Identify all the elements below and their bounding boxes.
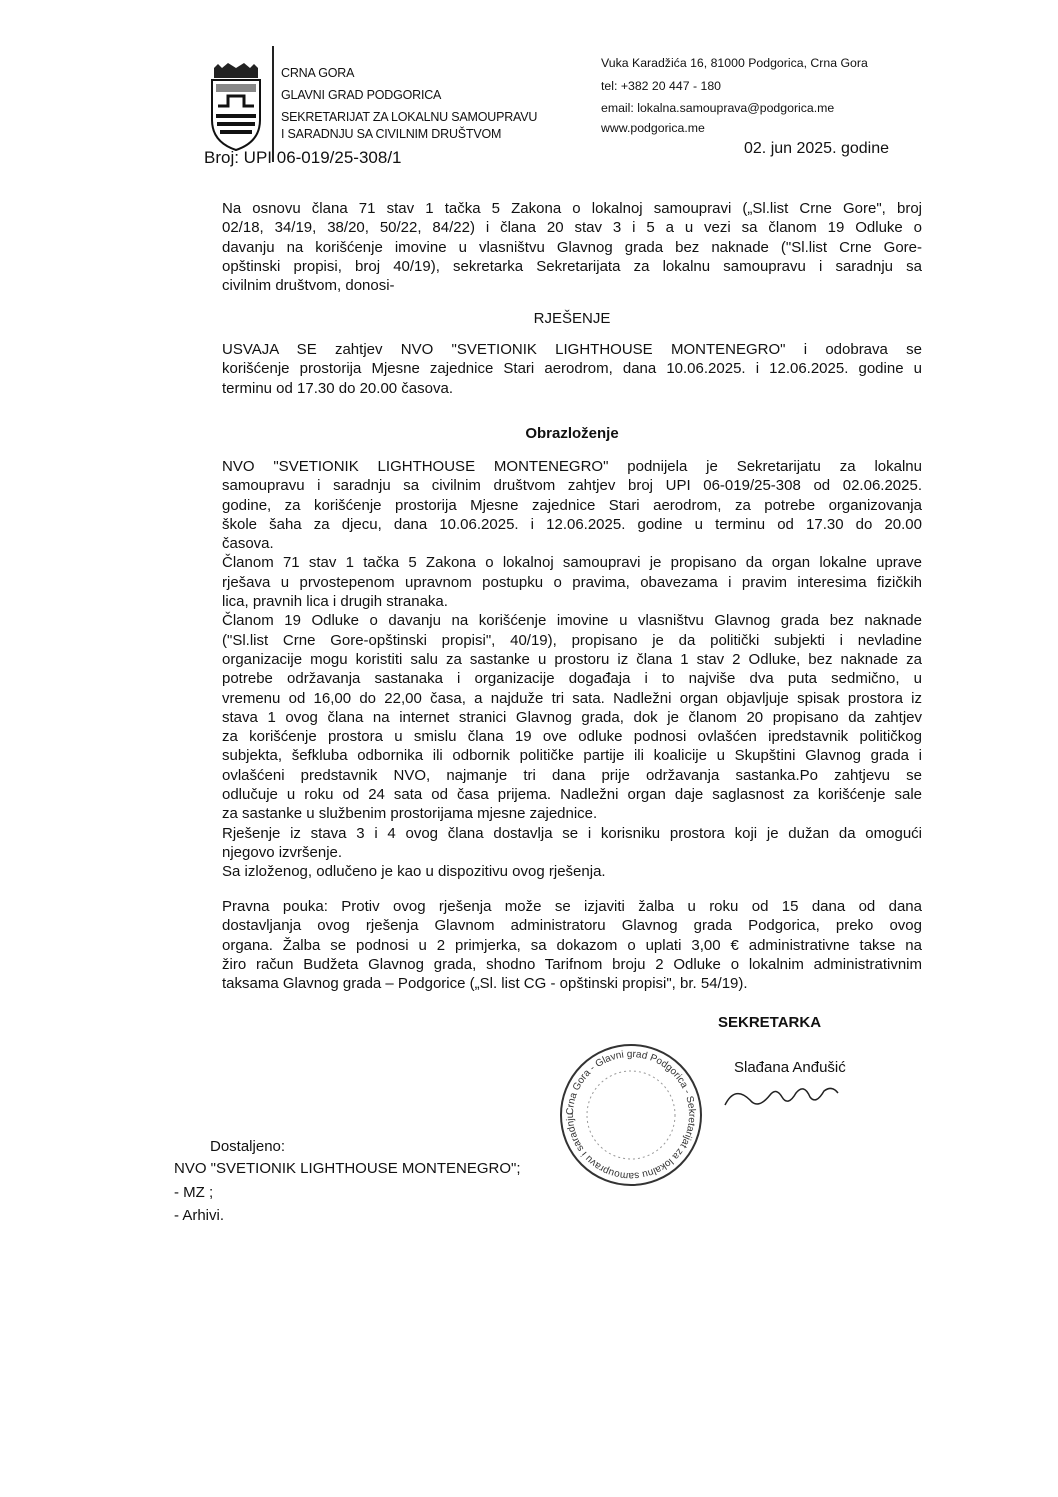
- intro-paragraph: [222, 199, 922, 295]
- decision-title: RJEŠENJE: [533, 310, 611, 327]
- text-line: za korišćenje prostora u smislu člana 19 ove odluke podnosi ovlašćen ipredstavnik političkog: [222, 728, 922, 746]
- header-country: CRNA GORA: [281, 66, 355, 80]
- text-line: 02/18, 34/19, 38/20, 50/22, 84/22) i člana 20 stav 3 i 5 a u vezi sa članom 19 Odluke o: [222, 219, 922, 237]
- text-line: odlučuje u roku od 24 sata od časa prijema. Nadležni organ daje saglasnost za korišćenje sale: [222, 786, 922, 804]
- text-line: časova.: [222, 535, 274, 553]
- text-line: Članom 19 Odluke o davanju na korišćenje imovine u vlasništvu Glavnog grada bez naknade: [222, 612, 922, 630]
- text-line: za sastanke u službenim prostorijama mjesne zajednice.: [222, 805, 598, 823]
- signature-title: SEKRETARKA: [718, 1014, 822, 1031]
- text-line: potrebe održavanja sastanaka i organizacije događaja i to najviše dva puta sedmično, u: [222, 670, 922, 688]
- header-city: GLAVNI GRAD PODGORICA: [281, 88, 442, 102]
- text-line: davanju na korišćenje imovine u vlasništvu Glavnog grada bez naknade ("Sl.list Crne Gore-: [222, 238, 922, 256]
- reasoning-paragraph: [222, 457, 922, 882]
- text-line: organizacije mogu koristiti salu za sastanke u prostoru iz člana 1 stav 2 Odluke, bez naknade za: [222, 650, 922, 668]
- header-address: Vuka Karadžića 16, 81000 Podgorica, Crna Gora: [601, 56, 868, 70]
- text-line: dostavljanja ovog rješenja Glavnom administratoru Glavnog grada Podgorica, preko ovog: [222, 917, 922, 935]
- delivery-item: - MZ ;: [174, 1184, 214, 1201]
- delivery-item: NVO "SVETIONIK LIGHTHOUSE MONTENEGRO";: [174, 1160, 521, 1177]
- text-line: organa. Žalba se podnosi u 2 primjerka, sa dokazom o uplati 3,00 € administrativne takse na: [222, 936, 922, 954]
- text-line: korišćenje prostorija Mjesne zajednice Stari aerodrom, dana 10.06.2025. i 12.06.2025. godine u: [222, 360, 922, 378]
- stamp-text: Crna Gora - Glavni grad Podgorica - Sekretarijat za lokalnu samoupravu i saradnju: [564, 1048, 698, 1182]
- text-line: Rješenje iz stava 3 i 4 ovog člana dostavlja se i korisniku prostora koji je dužan da omogući: [222, 824, 922, 842]
- text-line: ("Sl.list Crne Gore-opštinski propisi", 40/19), propisano je da politički subjekti i nevladine: [222, 631, 922, 649]
- text-line: NVO "SVETIONIK LIGHTHOUSE MONTENEGRO" podnijela je Sekretarijatu za lokalnu: [222, 458, 922, 475]
- text-line: godine, za korišćenje prostorija Mjesne zajednice Stari aerodrom, za potrebe organizovanja: [222, 496, 922, 514]
- text-line: rješava u prvostepenom upravnom postupku o pravima, obavezama i pravim interesima fizičkih: [222, 573, 922, 591]
- text-line: vremenu od 16,00 do 22,00 časa, a najduže tri sata. Nadležni organ objavljuje spisak prostora iz: [222, 689, 922, 707]
- delivery-item: - Arhivi.: [174, 1207, 225, 1224]
- text-line: lica, pravnih lica i drugih stranaka.: [222, 593, 448, 611]
- reasoning-title: Obrazloženje: [525, 425, 619, 442]
- header-website: www.podgorica.me: [601, 121, 705, 135]
- text-line: USVAJA SE zahtjev NVO "SVETIONIK LIGHTHOUSE MONTENEGRO" i odobrava se: [222, 341, 922, 358]
- text-line: Sa izloženog, odlučeno je kao u dispozitivu ovog rješenja.: [222, 863, 606, 881]
- official-stamp: [556, 1040, 706, 1195]
- header-department: SEKRETARIJAT ZA LOKALNU SAMOUPRAVU: [281, 110, 538, 124]
- text-line: Članom 71 stav 1 tačka 5 Zakona o lokalnoj samoupravi je propisano da organ lokalne uprave: [222, 554, 922, 572]
- text-line: žiro račun Budžeta Glavnog grada, shodno Tarifnom broju 2 Odluke o lokalnim administrativnim: [222, 955, 922, 973]
- document-number: Broj: UPI 06-019/25-308/1: [204, 148, 402, 167]
- header-divider: [272, 46, 274, 162]
- signatory-name: Slađana Anđušić: [734, 1059, 846, 1076]
- text-line: stava 1 ovog člana na internet stranici Glavnog grada, dok je članom 20 propisano da zahtjev: [222, 708, 922, 726]
- text-line: Na osnovu člana 71 stav 1 tačka 5 Zakona o lokalnoj samoupravi („Sl.list Crne Gore", broj: [222, 200, 922, 217]
- text-line: subjekta, šefkluba odbornika ili odbornik političke partije ili koalicije u Skupštini Glavnog grada i: [222, 747, 922, 765]
- header-phone: tel: +382 20 447 - 180: [601, 79, 721, 93]
- legal-notice: [222, 897, 922, 993]
- text-line: taksama Glavnog grada – Podgorice („Sl. list CG - opštinski propisi", br. 54/19).: [222, 975, 748, 993]
- text-line: samoupravu i saradnju sa civilnim društvom zahtjev broj UPI 06-019/25-308 od 02.06.2025.: [222, 477, 922, 495]
- delivery-title: Dostaljeno:: [210, 1138, 286, 1155]
- text-line: škole šaha za djecu, dana 10.06.2025. i 12.06.2025. godine u terminu od 17.30 do 20.00: [222, 515, 922, 533]
- text-line: civilnim društvom, donosi-: [222, 277, 395, 295]
- header-email: email: lokalna.samouprava@podgorica.me: [601, 101, 835, 115]
- decision-paragraph: [222, 340, 922, 398]
- text-line: terminu od 17.30 do 20.00 časova.: [222, 379, 453, 397]
- coat-of-arms-logo: [208, 62, 264, 157]
- text-line: Pravna pouka: Protiv ovog rješenja može se izjaviti žalba u roku od 15 dana od dana: [222, 898, 922, 915]
- header-department-2: I SARADNJU SA CIVILNIM DRUŠTVOM: [281, 127, 502, 141]
- text-line: ovlašćeni predstavnik NVO, najmanje tri dana prije održavanja sastanka.Po zahtjevu se: [222, 766, 922, 784]
- text-line: opštinski propisi, broj 40/19), sekretarka Sekretarijata za lokalnu samoupravu i saradnju sa: [222, 257, 922, 275]
- document-date: 02. jun 2025. godine: [744, 140, 890, 157]
- handwritten-signature: [720, 1080, 860, 1125]
- text-line: njegovo izvršenje.: [222, 843, 343, 861]
